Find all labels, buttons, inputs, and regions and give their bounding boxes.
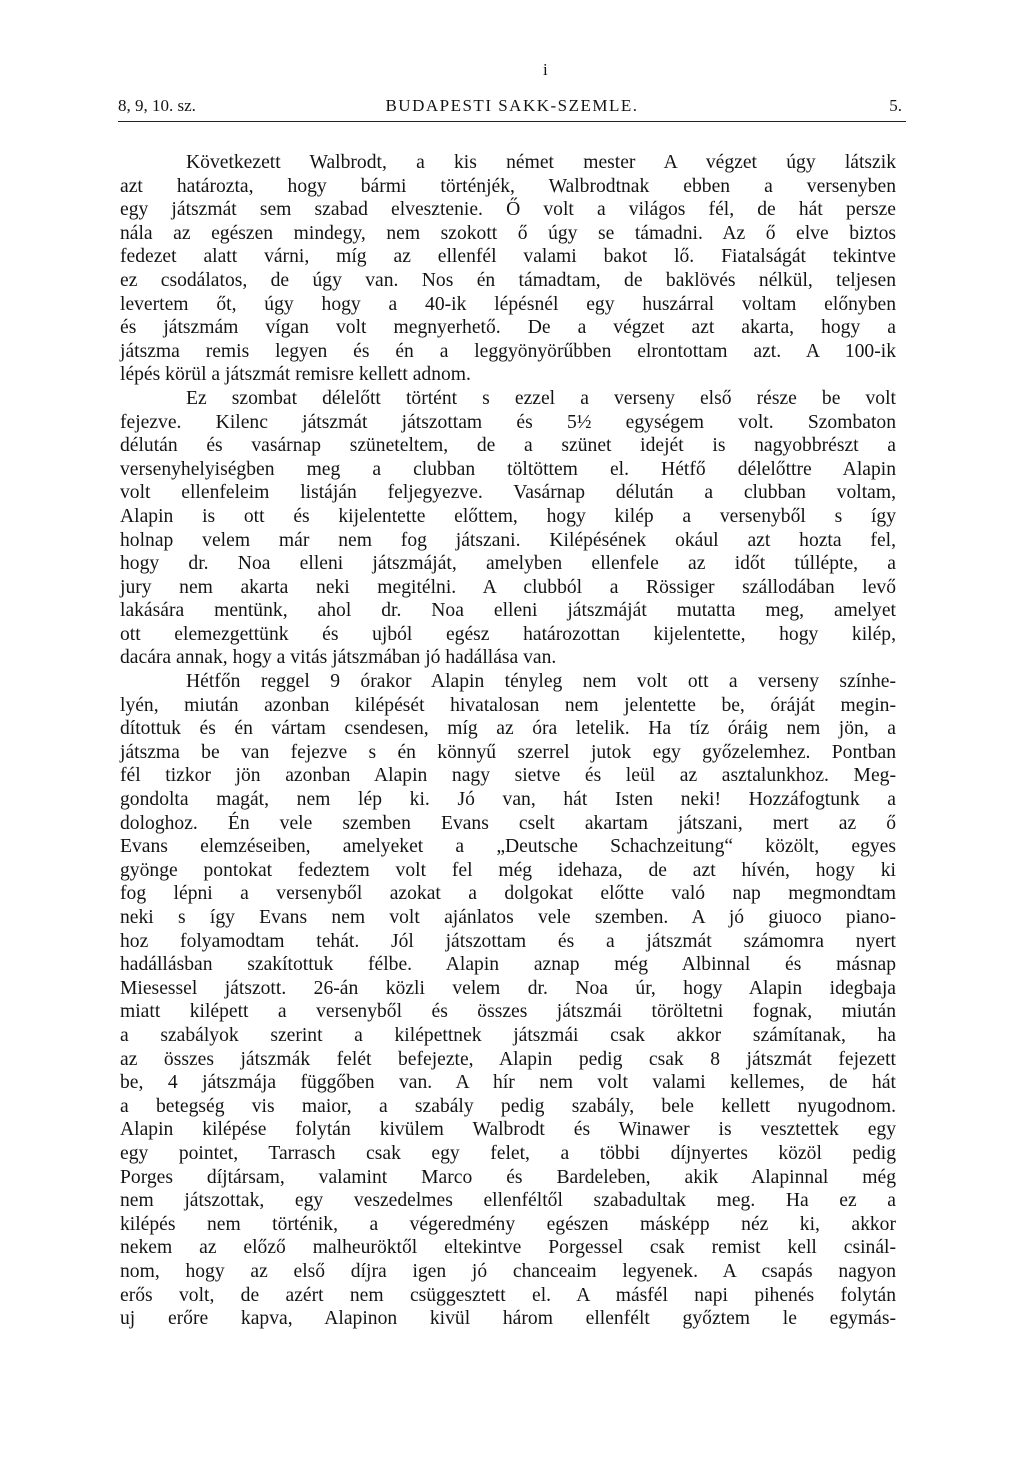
text-line: egy pointet, Tarrasch csak egy felet, a többi díjnyertes közöl pedig — [120, 1142, 896, 1164]
text-line: Következett Walbrodt, a kis német mester A végzet úgy látszik — [186, 152, 896, 173]
text-line: dacára annak, hogy a vitás játszmában jó hadállása van. — [120, 647, 557, 669]
text-line: fog lépni a versenyből azokat a dolgokat előtte való nap megmondtam — [120, 883, 896, 905]
text-line: fejezve. Kilenc játszmát játszottam és 5½ egységem volt. Szombaton — [120, 411, 896, 433]
text-line: a szabályok szerint a kilépettnek játszmái csak akkor számítanak, ha — [120, 1024, 896, 1046]
text-line: neki s így Evans nem volt ajánlatos vele szemben. A jó giuoco piano- — [120, 907, 896, 928]
text-line: nem játszottak, egy veszedelmes ellenféltől szabadultak meg. Ha ez a — [120, 1190, 896, 1212]
journal-title: BUDAPESTI SAKK-SZEMLE. — [385, 96, 639, 115]
text-line: nekem az előző malheuröktől eltekintve Porgessel csak remist kell csinál- — [120, 1237, 896, 1259]
text-line: jury nem akarta neki megitélni. A clubból a Rössiger szállodában levő — [120, 576, 896, 598]
text-line: délután és vasárnap szüneteltem, de a szünet idejét is nagyobbrészt a — [120, 435, 896, 457]
text-line: fedezet alatt várni, míg az ellenfél valami bakot lő. Fiatalságát tekintve — [120, 246, 896, 268]
text-line: egy játszmát sem szabad elvesztenie. Ő volt a világos fél, de hát persze — [120, 199, 896, 221]
text-line: gyönge pontokat fedeztem volt fel még idehaza, de azt hívén, hogy ki — [120, 859, 896, 881]
text-line: kilépés nem történik, a végeredmény egészen másképp néz ki, akkor — [120, 1213, 896, 1235]
text-line: lakására mentünk, ahol dr. Noa elleni játszmáját mutatta meg, amelyet — [120, 600, 896, 622]
text-line: Alapin is ott és kijelentette előttem, hogy kilép a versenyből s így — [120, 505, 896, 527]
text-line: ott elemezgettünk és ujból egész határozottan kijelentette, hogy kilép, — [120, 623, 896, 645]
text-line: Porges díjtársam, valamint Marco és Bardeleben, akik Alapinnal még — [120, 1166, 896, 1188]
text-line: Hétfőn reggel 9 órakor Alapin tényleg nem volt ott a verseny színhe- — [186, 671, 896, 693]
text-line: Miesessel játszott. 26-án közli velem dr. Noa úr, hogy Alapin idegbaja — [120, 977, 896, 999]
text-line: lyén, miután azonban kilépését hivatalosan nem jelentette be, óráját megin- — [120, 694, 896, 716]
top-margin-mark: i — [543, 60, 548, 79]
text-line: Evans elemzéseiben, amelyeket a „Deutsche Schachzeitung“ közölt, egyes — [120, 836, 896, 858]
text-line: levertem őt, úgy hogy a 40-ik lépésnél egy huszárral voltam előnyben — [120, 293, 896, 315]
text-line: erős volt, de azért nem csüggesztett el. A másfél napi pihenés folytán — [120, 1284, 896, 1306]
text-line: játszma be van fejezve s én könnyű szerrel jutok egy győzelemhez. Pontban — [120, 741, 896, 763]
text-line: Alapin kilépése folytán kivülem Walbrodt és Winawer is vesztettek egy — [120, 1119, 896, 1141]
text-line: és játszmám vígan volt megnyerhető. De a végzet azt akarta, hogy a — [120, 317, 896, 339]
text-line: dítottuk és én vártam csendesen, míg az óra letelik. Ha tíz óráig nem jön, a — [120, 718, 896, 740]
text-line: játszma remis legyen és én a leggyönyörűbben elrontottam azt. A 100-ik — [120, 340, 896, 362]
text-line: holnap velem már nem fog játszani. Kilépésének okául azt hozta fel, — [120, 529, 896, 551]
text-line: fél tizkor jön azonban Alapin nagy sietve és leül az asztalunkhoz. Meg- — [120, 765, 896, 787]
page-number: 5. — [889, 96, 902, 115]
text-line: hoz folyamodtam tehát. Jól játszottam és a játszmát számomra nyert — [120, 930, 896, 952]
text-line: ez csodálatos, de úgy van. Nos én támadtam, de baklövés nélkül, teljesen — [120, 269, 896, 291]
text-line: nom, hogy az első díjra igen jó chanceaim legyenek. A csapás nagyon — [120, 1260, 896, 1282]
text-line: miatt kilépett a versenyből és összes játszmái töröltetni fognak, miután — [120, 1001, 896, 1023]
text-line: uj erőre kapva, Alapinon kivül három ellenfélt győztem le egymás- — [120, 1308, 896, 1330]
text-line: azt határozta, hogy bármi történjék, Walbrodtnak ebben a versenyben — [120, 175, 896, 197]
running-header — [118, 95, 906, 122]
text-line: Ez szombat délelőtt történt s ezzel a verseny első része be volt — [186, 387, 896, 409]
text-line: nála az egészen mindegy, nem szokott ő úgy se támadni. Az ő elve biztos — [120, 222, 896, 244]
text-line: az összes játszmák felét befejezte, Alapin pedig csak 8 játszmát fejezett — [120, 1048, 896, 1070]
text-line: versenyhelyiségben meg a clubban töltöttem el. Hétfő délelőttre Alapin — [120, 458, 896, 480]
text-line: gondolta magát, nem lép ki. Jó van, hát Isten neki! Hozzáfogtunk a — [120, 789, 896, 811]
issue-number: 8, 9, 10. sz. — [118, 96, 196, 115]
text-line: lépés körül a játszmát remisre kellett adnom. — [120, 364, 471, 386]
text-line: a betegség vis maior, a szabály pedig szabály, bele kellett nyugodnom. — [120, 1095, 896, 1117]
text-line: dologhoz. Én vele szemben Evans cselt akartam játszani, mert az ő — [120, 812, 896, 834]
text-line: hogy dr. Noa elleni játszmáját, amelyben ellenfele az időt túllépte, a — [120, 553, 896, 575]
article-text — [120, 151, 896, 1331]
text-line: hadállásban szakítottuk félbe. Alapin aznap még Albinnal és másnap — [120, 954, 896, 976]
text-line: volt ellenfeleim listáján feljegyezve. Vasárnap délután a clubban voltam, — [120, 482, 896, 504]
text-line: be, 4 játszmája függőben van. A hír nem volt valami kellemes, de hát — [120, 1072, 896, 1094]
